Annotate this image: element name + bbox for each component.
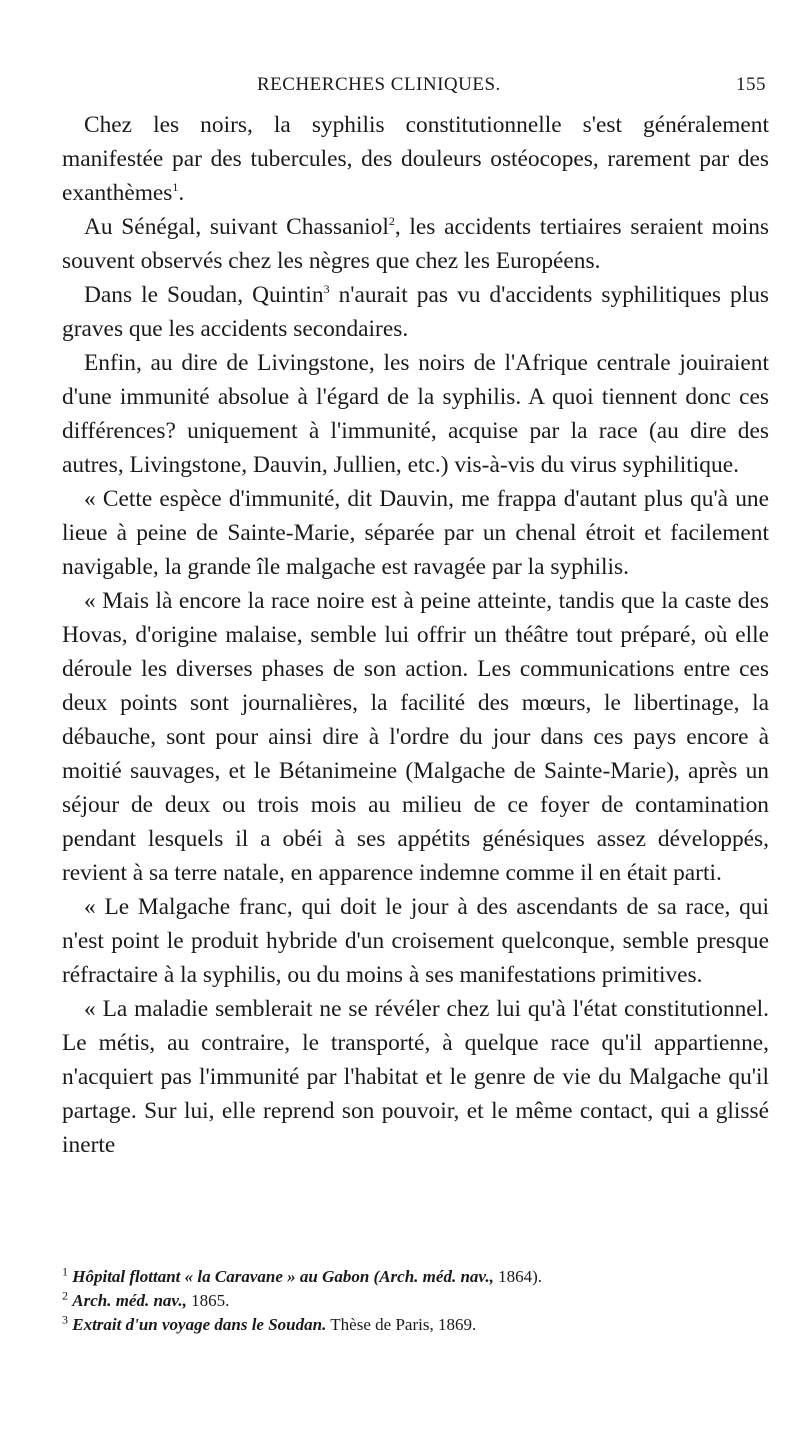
paragraph: Dans le Soudan, Quintin$^3$ n'aurait pas vu d'accidents syphilitiques plus graves que les accidents secondaires. bbox=[62, 282, 769, 342]
footnotes bbox=[62, 1265, 769, 1337]
running-title: RECHERCHES CLINIQUES. bbox=[257, 74, 501, 95]
paragraph: « Mais là encore la race noire est à peine atteinte, tandis que la caste des Hovas, d'origine malaise, semble lui offrir un théâtre tout préparé, où elle déroule les diverses phases de son action. Les communications entre ces deux points sont journalières, la facilité des mœurs, le libertinage, la débauche, sont pour ainsi dire à l'ordre du jour dans ces pays encore à moitié sauvages, et le Bétanimeine (Malgache de Sainte-Marie), après un séjour de deux ou trois mois au milieu de ce foyer de contamination pendant lesquels il a obéi à ses appétits génésiques assez développés, revient à sa terre natale, en apparence indemne comme il en était parti. bbox=[62, 588, 769, 886]
paragraph: Chez les noirs, la syphilis constitutionnelle s'est généralement manifestée par des tubercules, des douleurs ostéocopes, rarement par des exanthèmes$^1$. bbox=[62, 112, 769, 206]
footnote-ref: 2 bbox=[388, 214, 395, 229]
running-header bbox=[62, 74, 770, 104]
footnote-ref: 1 bbox=[172, 180, 179, 195]
footnote-ref: 3 bbox=[323, 282, 330, 297]
paragraph: « La maladie semblerait ne se révéler chez lui qu'à l'état constitutionnel. Le métis, au contraire, le transporté, à quelque race qu'il appartienne, n'acquiert pas l'immunité par l'habitat et le genre de vie du Malgache qu'il partage. Sur lui, elle reprend son pouvoir, et le même contact, qui a glissé inerte bbox=[62, 996, 769, 1158]
footnote: $^2$ Arch. méd. nav., 1865. bbox=[62, 1288, 230, 1310]
paragraph: Enfin, au dire de Livingstone, les noirs de l'Afrique centrale jouiraient d'une immunité absolue à l'égard de la syphilis. A quoi tiennent donc ces différences? uniquement à l'immunité, acquise par la race (au dire des autres, Livingstone, Dauvin, Jullien, etc.) vis-à-vis du virus syphilitique. bbox=[62, 350, 769, 478]
page-number: 155 bbox=[736, 74, 766, 95]
paragraph: « Le Malgache franc, qui doit le jour à des ascendants de sa race, qui n'est point le produit hybride d'un croisement quelconque, semble presque réfractaire à la syphilis, ou du moins à ses manifestations primitives. bbox=[62, 894, 769, 988]
paragraph: « Cette espèce d'immunité, dit Dauvin, me frappa d'autant plus qu'à une lieue à peine de Sainte-Marie, séparée par un chenal étroit et facilement navigable, la grande île malgache est ravagée par la syphilis. bbox=[62, 486, 769, 580]
paragraph: Au Sénégal, suivant Chassaniol$^2$, les accidents tertiaires seraient moins souvent observés chez les nègres que chez les Européens. bbox=[62, 214, 769, 274]
footnote: $^1$ Hôpital flottant « la Caravane » au Gabon (Arch. méd. nav., 1864). bbox=[62, 1264, 542, 1286]
footnote: $^3$ Extrait d'un voyage dans le Soudan. Thèse de Paris, 1869. bbox=[62, 1312, 477, 1334]
body-text bbox=[62, 108, 769, 1162]
